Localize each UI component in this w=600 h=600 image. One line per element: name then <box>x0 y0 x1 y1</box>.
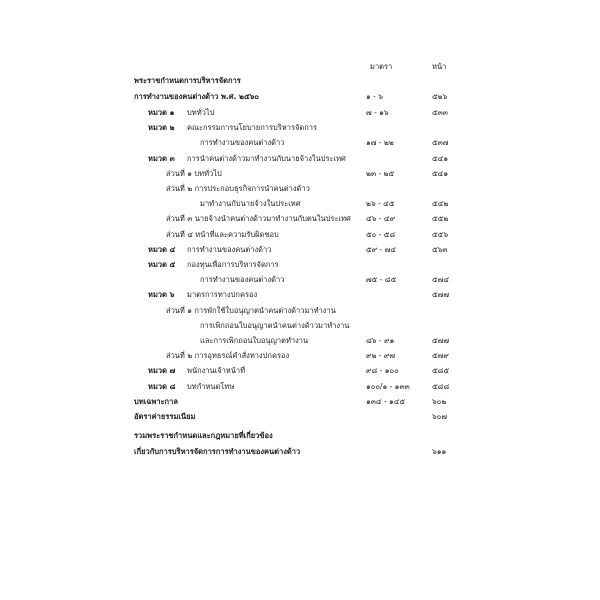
sections-range: ๒๖ - ๔๕ <box>366 199 395 209</box>
toc-entry-row <box>0 196 600 212</box>
sections-range: ๑๐๐/๑ - ๑๓๓ <box>366 381 410 391</box>
toc-entry-row <box>0 409 600 425</box>
part-title: ส่วนที่ ๓ นายจ้างนำคนต่างด้าวมาทำงานกับตนในประเทศ <box>166 214 351 224</box>
title-continuation: มาทำงานกับนายจ้างในประเทศ <box>200 199 301 209</box>
sections-column-header: มาตรา <box>370 62 393 71</box>
chapter-title: บททั่วไป <box>187 108 215 117</box>
chapter-title: พนักงานเจ้าหน้าที่ <box>187 366 246 376</box>
title-continuation: การทำงานของคนต่างด้าว <box>200 138 285 148</box>
part-title: ส่วนที่ ๑ การพักใช้ใบอนุญาตนำคนต่างด้าวมาทำงาน <box>166 305 336 315</box>
title-continuation: การเพิกถอนใบอนุญาตนำคนต่างด้าวมาทำงาน <box>200 320 350 330</box>
decree-title-text: พระราชกำหนดการบริหารจัดการ <box>134 76 241 85</box>
part-title: ส่วนที่ ๑ บททั่วไป <box>166 168 222 178</box>
chapter-title: บทกำหนดโทษ <box>187 381 235 391</box>
part-title: ส่วนที่ ๔ หน้าที่และความรับผิดชอบ <box>166 229 279 239</box>
chapter-label: หมวด ๑ <box>148 108 175 117</box>
decree-title-line1 <box>0 73 600 89</box>
page-number: ๕๘๕ <box>432 366 450 376</box>
chapter-title: การทำงานของคนต่างด้าว <box>187 244 272 254</box>
chapter-label: หมวด ๓ <box>148 153 175 163</box>
sections-range: ๙๘ - ๑๐๐ <box>366 366 399 376</box>
chapter-label: หมวด ๕ <box>148 260 176 269</box>
chapter-label: หมวด ๖ <box>148 290 175 300</box>
toc-entry-row <box>0 394 600 410</box>
toc-entry-row <box>0 257 600 273</box>
sections-range: ๔๖ - ๔๙ <box>366 214 396 224</box>
page-number: ๕๔๒ <box>432 199 449 209</box>
toc-entry-row <box>0 333 600 349</box>
page-number: ๖๐๗ <box>432 412 447 421</box>
decree-title-text: การทำงานของคนต่างด้าว พ.ศ. ๒๕๖๐ <box>134 92 259 101</box>
page-number: ๕๓๓ <box>432 108 448 117</box>
toc-entry-row <box>0 272 600 288</box>
sections-range: ๒๓ - ๒๕ <box>366 168 395 178</box>
toc-entry-row <box>0 363 600 379</box>
page-number: ๕๓๗ <box>432 138 449 148</box>
page-number: ๕๖๓ <box>432 244 448 254</box>
chapter-label: หมวด ๔ <box>148 244 176 254</box>
toc-entry-row <box>0 166 600 182</box>
toc-entry-row <box>0 242 600 258</box>
sections-range: ๗ - ๑๖ <box>366 108 389 117</box>
page-number: ๕๗๗ <box>432 336 449 345</box>
toc-entry-row <box>0 287 600 303</box>
related-laws-text: รวมพระราชกำหนดและกฎหมายที่เกี่ยวข้อง <box>134 431 273 440</box>
page-number: ๕๔๑ <box>432 153 449 163</box>
sections-range: ๕๙ - ๗๔ <box>366 244 396 254</box>
toc-entry-row <box>0 211 600 227</box>
sections-range: ๙๒ - ๙๗ <box>366 351 396 361</box>
toc-entry-row <box>0 348 600 364</box>
related-laws-line1 <box>0 428 600 444</box>
decree-title-line2 <box>0 89 600 105</box>
chapter-label: หมวด ๗ <box>148 366 176 376</box>
page-number: ๖๐๒ <box>432 396 447 406</box>
sections-range: ๗๕ - ๘๕ <box>366 275 397 285</box>
sections-range: ๑๓๔ - ๑๔๕ <box>366 396 406 406</box>
related-laws-line2 <box>0 444 600 460</box>
toc-entry-row <box>0 181 600 197</box>
chapter-label: หมวด ๘ <box>148 381 176 391</box>
decree-page: ๕๒๖ <box>432 92 448 101</box>
sections-range: ๕๐ - ๕๘ <box>366 229 396 239</box>
section-heading: บทเฉพาะกาล <box>134 396 178 406</box>
sections-range: ๘๖ - ๙๑ <box>366 336 395 345</box>
related-laws-page: ๖๑๑ <box>432 447 447 456</box>
page-number: ๕๗๗ <box>432 290 449 300</box>
chapter-label: หมวด ๒ <box>148 123 175 133</box>
toc-entry-row <box>0 120 600 136</box>
chapter-title: กองทุนเพื่อการบริหารจัดการ <box>187 260 279 269</box>
part-title: ส่วนที่ ๒ การอุทธรณ์คำสั่งทางปกครอง <box>166 351 290 361</box>
chapter-title: มาตรการทางปกครอง <box>187 290 258 300</box>
title-continuation: และการเพิกถอนใบอนุญาตทำงาน <box>200 336 309 345</box>
page-number: ๕๔๑ <box>432 168 449 178</box>
page-number: ๕๗๔ <box>432 275 449 285</box>
toc-entry-row <box>0 318 600 334</box>
sections-range: ๑๗ - ๒๒ <box>366 138 394 148</box>
toc-entry-row <box>0 227 600 243</box>
toc-entry-row <box>0 379 600 395</box>
page-column-header: หน้า <box>432 62 447 71</box>
chapter-title: คณะกรรมการนโยบายการบริหารจัดการ <box>187 123 318 133</box>
related-laws-text: เกี่ยวกับการบริหารจัดการการทำงานของคนต่างด้าว <box>134 447 301 456</box>
page-number: ๕๘๘ <box>432 381 450 391</box>
page-number: ๕๕๖ <box>432 229 449 239</box>
chapter-title: การนำคนต่างด้าวมาทำงานกับนายจ้างในประเทศ <box>187 153 346 163</box>
toc-entry-row <box>0 303 600 319</box>
page-number: ๕๕๒ <box>432 214 449 224</box>
section-heading: อัตราค่าธรรมเนียม <box>134 412 196 421</box>
toc-entry-row <box>0 135 600 151</box>
part-title: ส่วนที่ ๒ การประกอบธุรกิจการนำคนต่างด้าว <box>166 184 310 193</box>
page-number: ๕๗๙ <box>432 351 449 361</box>
decree-sections: ๑ - ๖ <box>366 92 383 101</box>
toc-entry-row <box>0 151 600 167</box>
title-continuation: การทำงานของคนต่างด้าว <box>200 275 285 285</box>
toc-entry-row <box>0 105 600 121</box>
